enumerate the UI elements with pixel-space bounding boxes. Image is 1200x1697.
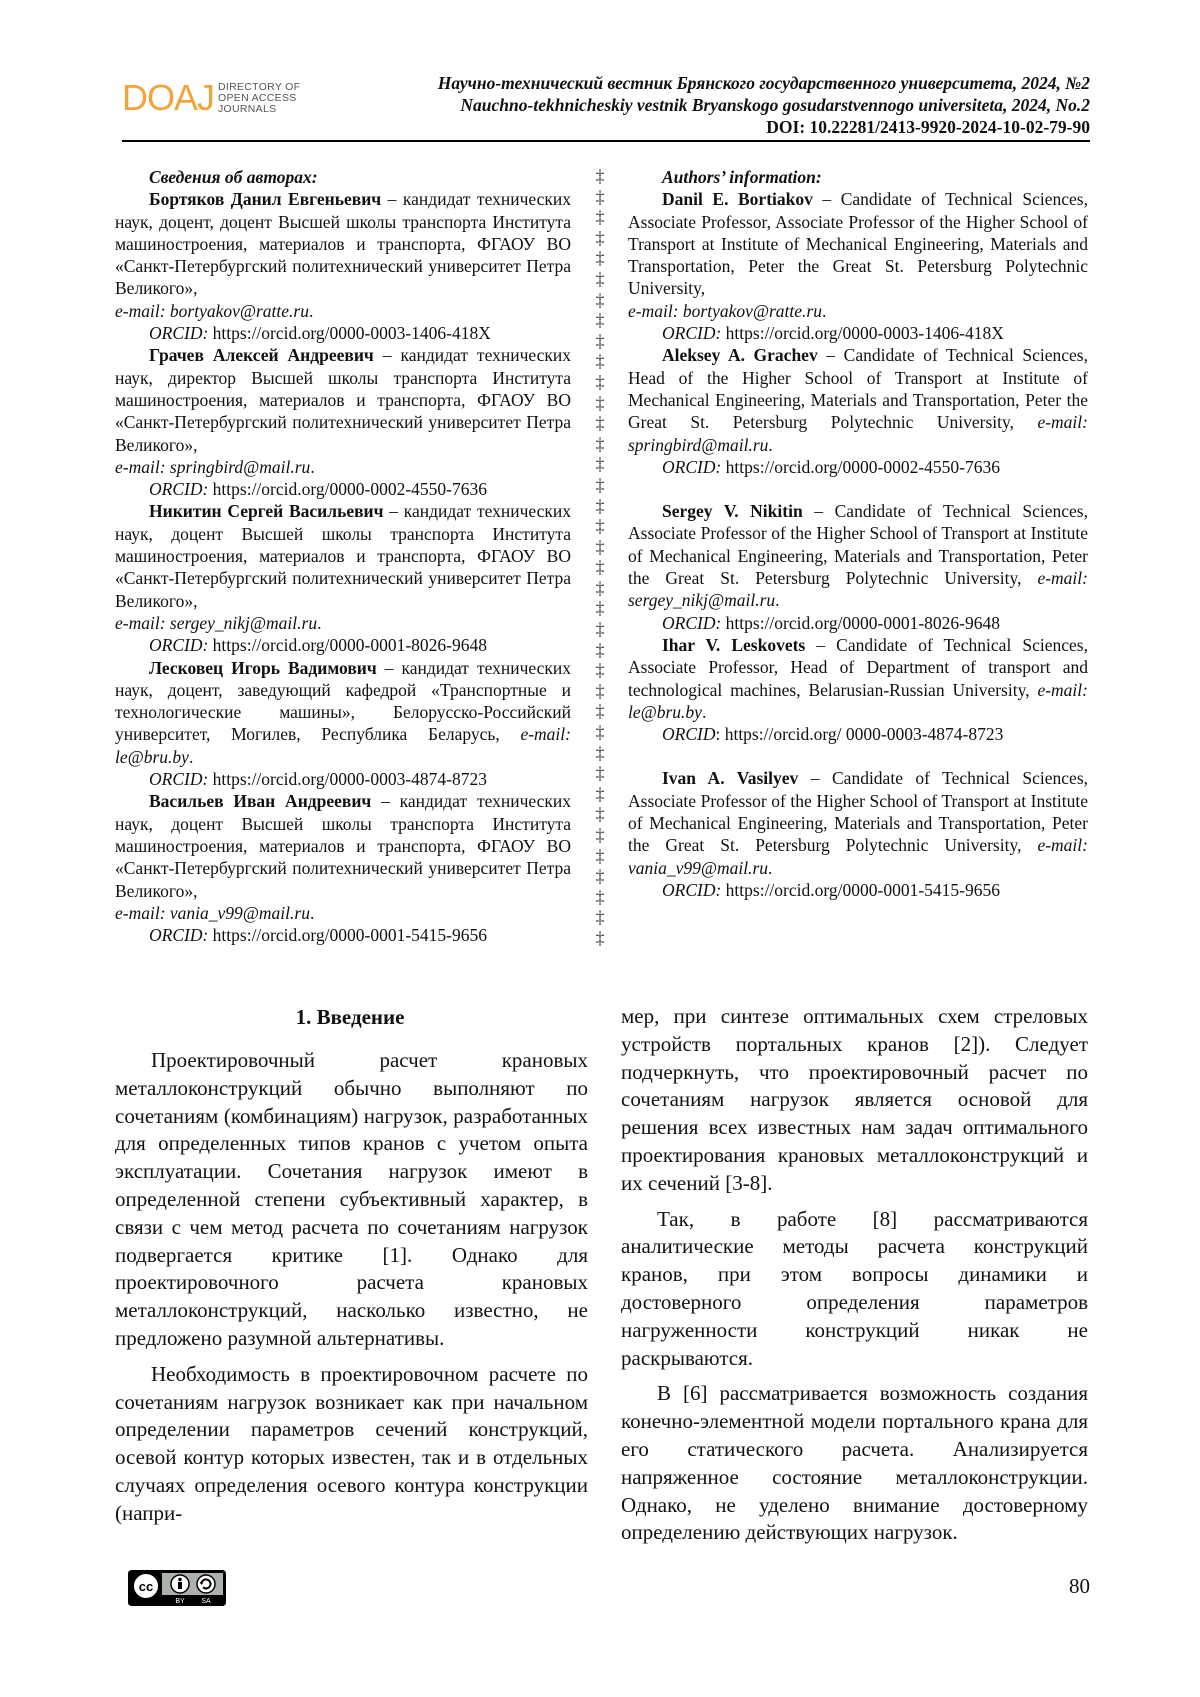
doaj-logo-line: DIRECTORY OF xyxy=(218,81,301,93)
author-email: e-mail: vania_v99@mail.ru xyxy=(115,902,310,923)
orcid-label: ORCID: xyxy=(149,323,209,344)
author-orcid xyxy=(115,478,571,500)
author-name: Бортяков Данил Евгеньевич xyxy=(149,189,382,210)
author-email: e-mail: sergey_nikj@mail.ru xyxy=(628,568,1088,611)
author-desc: – кандидат технических наук, доцент Высшей школы транспорта Института машиностроения, материалов и транспорта, ФГАОУ ВО «Санкт-Петербургский политехнический университет Петра Великого», xyxy=(115,791,571,901)
cc-sa-label: SA xyxy=(201,1598,211,1605)
orcid-link[interactable]: https://orcid.org/0000-0001-8026-9648 xyxy=(208,635,487,656)
author-entry: Бортяков Данил Евгеньевич – кандидат технических наук, доцент, доцент Высшей школы транспорта Института машиностроения, материалов и транспорта, ФГАОУ ВО «Санкт-Петербургский политехнический университет Петра Великого», e-mail: bortyakov@ratte.ru. xyxy=(115,189,571,321)
author-name: Грачев Алексей Андреевич xyxy=(149,345,374,366)
doi: DOI: 10.22281/2413-9920-2024-10-02-79-90 xyxy=(766,117,1090,137)
orcid-link[interactable]: https://orcid.org/0000-0001-8026-9648 xyxy=(721,612,1000,633)
body-paragraph: Необходимость в проектировочном расчете по сочетаниям нагрузок возникает как при начальном определении параметров сечений конструкций, осевой контур которых известен, так и в отдельных случаях определения осевого контура конструкции (напри- xyxy=(115,1361,588,1525)
author-desc: – Candidate of Technical Sciences, Head of the Higher School of Transport at Institute of Mechanical Engineering, Materials and Transportation, Peter the Great St. Petersburg Polytechnic University, xyxy=(628,345,1088,433)
body-left-column xyxy=(115,1047,588,1536)
orcid-link[interactable]: https://orcid.org/0000-0002-4550-7636 xyxy=(208,479,487,500)
spacer xyxy=(628,745,1088,767)
doaj-logo-text xyxy=(218,82,300,115)
author-desc: – кандидат технических наук, директор Высшей школы транспорта Института машиностроения, материалов и транспорта, ФГАОУ ВО «Санкт-Петербургский политехнический университет Петра Великого», xyxy=(115,345,571,455)
orcid-link[interactable]: https://orcid.org/0000-0001-5415-9656 xyxy=(208,925,487,946)
cc-by-sa-badge xyxy=(128,1570,226,1606)
page-number: 80 xyxy=(1069,1574,1090,1598)
author-desc: – Candidate of Technical Sciences, Associate Professor of the Higher School of Transport at Institute of Mechanical Engineering, Materials and Transportation, Peter the Great St. Petersburg Polytechnic University, xyxy=(628,501,1088,589)
author-orcid xyxy=(628,322,1088,344)
body-paragraph: В [6] рассматривается возможность создания конечно-элементной модели портального крана для его статического расчета. Анализируется напряженное состояние металлоконструкции. Однако, не уделено внимание достоверному определению действующих нагрузок. xyxy=(621,1381,1088,1545)
author-desc: – Candidate of Technical Sciences, Associate Professor, Associate Professor of the Higher School of Transport at Institute of Mechanical Engineering, Materials and Transportation, Peter the Great St. Petersburg Polytechnic University, xyxy=(628,189,1088,299)
orcid-label: ORCID: xyxy=(662,879,722,900)
author-desc: – кандидат технических наук, доцент, заведующий кафедрой «Транспортные и технологические машины», Белорусско-Российский университет, Могилев, Республика Беларусь, xyxy=(115,657,571,745)
body-paragraph: мер, при синтезе оптимальных схем стреловых устройств портальных кранов [2]). Следует подчеркнуть, что проектировочный расчет по сочетаниям нагрузок является основой для решения всех известных нам задач оптимального проектирования крановых металлоконструкций и их сечений [3-8]. xyxy=(621,1004,1088,1195)
spacer xyxy=(628,478,1088,500)
author-email: e-mail: vania_v99@mail.ru xyxy=(628,835,1088,878)
journal-title-translit: Nauchno-tekhnicheskiy vestnik Bryanskogo gosudarstvennogo universiteta, 2024, No.2 xyxy=(460,95,1090,115)
author-entry: Лесковец Игорь Вадимович – кандидат технических наук, доцент, заведующий кафедрой «Транспортные и технологические машины», Белорусско-Российский университет, Могилев, Республика Беларусь, e-mail: le@bru.by. xyxy=(115,657,571,767)
header-rule xyxy=(122,140,1090,142)
author-desc: – Candidate of Technical Sciences, Associate Professor of the Higher School of Transport at Institute of Mechanical Engineering, Materials and Transportation, Peter the Great St. Petersburg Polytechnic University, xyxy=(628,768,1088,856)
author-orcid xyxy=(115,322,571,344)
orcid-label: ORCID: xyxy=(662,456,722,477)
author-entry: Danil E. Bortiakov – Candidate of Technical Sciences, Associate Professor, Associate Professor of the Higher School of Transport at Institute of Mechanical Engineering, Materials and Transportation, Peter the Great St. Petersburg Polytechnic University, e-mail: bortyakov@ratte.ru. xyxy=(628,189,1088,321)
author-entry: Никитин Сергей Васильевич – кандидат технических наук, доцент Высшей школы транспорта Института машиностроения, материалов и транспорта, ФГАОУ ВО «Санкт-Петербургский политехнический университет Петра Великого», e-mail: sergey_nikj@mail.ru. xyxy=(115,501,571,633)
orcid-link[interactable]: https://orcid.org/0000-0001-5415-9656 xyxy=(721,879,1000,900)
author-name: Aleksey A. Grachev xyxy=(662,345,818,366)
author-email: e-mail: bortyakov@ratte.ru xyxy=(115,300,309,321)
author-desc: – кандидат технических наук, доцент, доцент Высшей школы транспорта Института машиностроения, материалов и транспорта, ФГАОУ ВО «Санкт-Петербургский политехнический университет Петра Великого», xyxy=(115,189,571,299)
authors-en xyxy=(628,166,1088,901)
author-orcid xyxy=(115,924,571,946)
author-name: Васильев Иван Андреевич xyxy=(149,791,372,812)
body-right-column xyxy=(621,1003,1088,1555)
author-email: e-mail: le@bru.by xyxy=(115,724,571,767)
author-email: e-mail: sergey_nikj@mail.ru xyxy=(115,612,318,633)
orcid-link[interactable]: https://orcid.org/0000-0003-1406-418X xyxy=(721,323,1004,344)
orcid-label: ORCID: xyxy=(662,612,722,633)
cc-by-label: BY xyxy=(175,1598,185,1605)
section-heading: 1. Введение xyxy=(295,1005,405,1029)
doaj-logo-mark: DOAJ xyxy=(122,77,215,118)
author-orcid xyxy=(628,456,1088,478)
author-entry: Sergey V. Nikitin – Candidate of Technical Sciences, Associate Professor of the Higher School of Transport at Institute of Mechanical Engineering, Materials and Transportation, Peter the Great St. Petersburg Polytechnic University, e-mail: sergey_nikj@mail.ru. xyxy=(628,501,1088,611)
author-entry: Грачев Алексей Андреевич – кандидат технических наук, директор Высшей школы транспорта Института машиностроения, материалов и транспорта, ФГАОУ ВО «Санкт-Петербургский политехнический университет Петра Великого», e-mail: springbird@mail.ru. xyxy=(115,345,571,477)
author-email: e-mail: springbird@mail.ru xyxy=(628,412,1088,455)
orcid-link[interactable]: : https://orcid.org/ 0000-0003-4874-8723 xyxy=(715,724,1004,745)
body-paragraph: Проектировочный расчет крановых металлоконструкций обычно выполняют по сочетаниям (комбинациям) нагрузок, разработанных для определенных типов кранов с учетом опыта эксплуатации. Сочетания нагрузок имеют в определенной степени субъективный характер, в связи с чем метод расчета по сочетаниям нагрузок подвергается критике [1]. Однако для проектировочного расчета крановых металлоконструкций, насколько известно, не предложено разумной альтернативы. xyxy=(115,1048,588,1350)
author-email: e-mail: bortyakov@ratte.ru xyxy=(628,300,822,321)
body-paragraph: Так, в работе [8] рассматриваются аналитические методы расчета конструкций кранов, при этом вопросы динамики и достоверного определения параметров нагруженности конструкций никак не раскрываются. xyxy=(621,1206,1088,1370)
author-email: e-mail: springbird@mail.ru xyxy=(115,456,311,477)
author-name: Danil E. Bortiakov xyxy=(662,189,813,210)
author-orcid xyxy=(115,768,571,790)
author-desc: – кандидат технических наук, доцент Высшей школы транспорта Института машиностроения, материалов и транспорта, ФГАОУ ВО «Санкт-Петербургский политехнический университет Петра Великого», xyxy=(115,501,571,611)
doaj-logo-line: OPEN ACCESS xyxy=(218,92,297,104)
orcid-link[interactable]: https://orcid.org/0000-0003-1406-418X xyxy=(208,323,491,344)
author-orcid xyxy=(628,879,1088,901)
cc-label: cc xyxy=(138,1579,154,1594)
orcid-link[interactable]: https://orcid.org/0000-0002-4550-7636 xyxy=(721,456,1000,477)
authors-en-heading: Authors’ information: xyxy=(662,167,822,187)
orcid-label: ORCID: xyxy=(149,479,209,500)
author-name: Никитин Сергей Васильевич xyxy=(149,501,384,522)
doaj-logo xyxy=(122,78,312,122)
orcid-label: ORCID: xyxy=(149,635,209,656)
column-separator: ‡ ‡ ‡ ‡ ‡ ‡ ‡ ‡ ‡ ‡ ‡ ‡ ‡ ‡ ‡ ‡ ‡ ‡ ‡ ‡ ‡ ‡ ‡ ‡ ‡ ‡ ‡ ‡ ‡ ‡ ‡ ‡ ‡ ‡ ‡ ‡ ‡ ‡ xyxy=(595,166,605,948)
authors-ru xyxy=(115,166,571,946)
author-name: Ihar V. Leskovets xyxy=(662,634,806,655)
orcid-link[interactable]: https://orcid.org/0000-0003-4874-8723 xyxy=(208,769,487,790)
orcid-label: ORCID: xyxy=(149,925,209,946)
cc-license-icon xyxy=(128,1570,226,1606)
author-orcid xyxy=(115,634,571,656)
author-orcid xyxy=(628,612,1088,634)
author-entry: Aleksey A. Grachev – Candidate of Technical Sciences, Head of the Higher School of Transport at Institute of Mechanical Engineering, Materials and Transportation, Peter the Great St. Petersburg Polytechnic University, e-mail: springbird@mail.ru. xyxy=(628,345,1088,455)
author-entry: Васильев Иван Андреевич – кандидат технических наук, доцент Высшей школы транспорта Института машиностроения, материалов и транспорта, ФГАОУ ВО «Санкт-Петербургский политехнический университет Петра Великого», e-mail: vania_v99@mail.ru. xyxy=(115,791,571,923)
author-name: Ivan A. Vasilyev xyxy=(662,768,799,789)
author-name: Sergey V. Nikitin xyxy=(662,501,803,522)
author-desc: – Candidate of Technical Sciences, Associate Professor, Head of Department of transport and technological machines, Belarusian-Russian University, xyxy=(628,634,1088,700)
orcid-label: ORCID xyxy=(662,724,716,745)
orcid-label: ORCID: xyxy=(662,323,722,344)
author-email: e-mail: le@bru.by xyxy=(628,679,1088,722)
author-entry: Ihar V. Leskovets – Candidate of Technical Sciences, Associate Professor, Head of Department of transport and technological machines, Belarusian-Russian University, e-mail: le@bru.by. xyxy=(628,634,1088,722)
authors-ru-heading: Сведения об авторах: xyxy=(149,167,318,187)
journal-title-ru: Научно-технический вестник Брянского государственного университета, 2024, №2 xyxy=(437,73,1090,93)
author-entry: Ivan A. Vasilyev – Candidate of Technical Sciences, Associate Professor of the Higher School of Transport at Institute of Mechanical Engineering, Materials and Transportation, Peter the Great St. Petersburg Polytechnic University, e-mail: vania_v99@mail.ru. xyxy=(628,768,1088,878)
author-orcid xyxy=(628,723,1088,745)
author-name: Лесковец Игорь Вадимович xyxy=(149,657,377,678)
doaj-logo-line: JOURNALS xyxy=(218,103,277,115)
orcid-label: ORCID: xyxy=(149,769,209,790)
